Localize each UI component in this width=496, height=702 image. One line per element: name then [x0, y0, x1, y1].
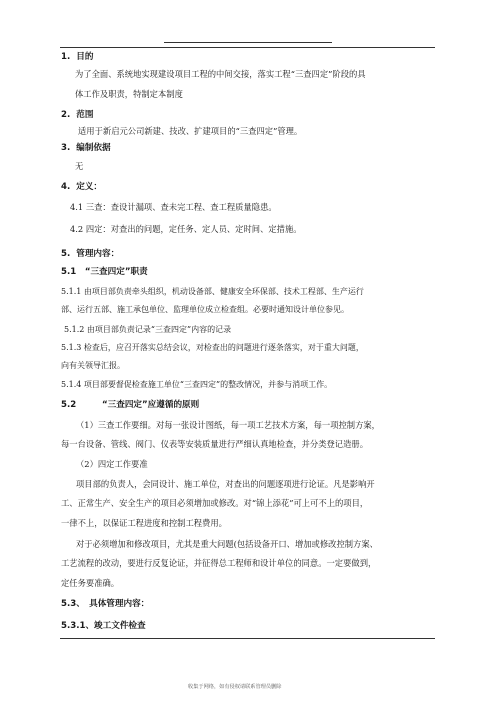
section-2-heading — [61, 111, 93, 120]
para-5-2-3-line-2: 工、正常生产、安全生产的项目必须增加或修改。对“锦上添花”可上可不上的项目， — [61, 498, 369, 508]
section-2-line: 适用于新启元公司新建、技改、扩建项目的“三查四定”管理。 — [78, 126, 303, 136]
header-rule — [60, 47, 435, 48]
section-3-title: 编制依据 — [76, 143, 111, 153]
section-3-heading — [61, 144, 111, 153]
header-short-rule — [164, 42, 332, 43]
para-5-1-1-line-2: 部、运行五部、施工承包单位、监理单位成立检查组。必要时通知设计单位参见。 — [61, 305, 349, 314]
section-3-number: 3. — [61, 143, 71, 153]
section-3-line: 无 — [75, 161, 84, 171]
section-2-title: 范围 — [76, 110, 94, 120]
para-5-2-3-line-3: 一律不上，以保证工程进度和控制工程费用。 — [61, 518, 227, 528]
section-5-heading — [61, 250, 119, 259]
para-5-1-1-line-1: 5.1.1 由项目部负责牵头组织，机动设备部、健康安全环保部、技术工程部、生产运行 — [61, 287, 364, 296]
para-5-1-3-line-1: 5.1.3 检查后，应召开落实总结会议，对检查出的问题进行逐条落实，对于重大问题， — [61, 343, 364, 352]
para-5-1-3-line-2: 向有关领导汇报。 — [61, 361, 125, 370]
section-1-number: 1. — [61, 52, 71, 62]
para-5-1-4: 5.1.4 项目部要督促检查施工单位“三查四定”的整改情况，并参与消项工作。 — [61, 380, 333, 389]
footer-note: 收集于网络，如有侵权请联系管理员删除 — [188, 684, 282, 690]
footer-rule — [60, 638, 435, 639]
para-5-2-4-line-3: 定任务要准确。 — [61, 578, 120, 588]
section-1-line-2: 体工作及职责，特制定本制度 — [75, 89, 183, 99]
section-5-1-heading: 5.1 “三查四定”职责 — [61, 267, 148, 277]
section-4-title: 定义： — [76, 182, 103, 192]
definition-4-2: 4.2 四定：对查出的问题，定任务、定人员、定时间、定措施。 — [70, 224, 302, 234]
definition-4-1: 4.1 三查：查设计漏项、查未完工程、查工程质量隐患。 — [70, 202, 277, 212]
section-2-number: 2. — [61, 110, 71, 120]
section-1-line-1: 为了全面、系统地实现建设项目工程的中间交接，落实工程“三查四定”阶段的具 — [75, 69, 366, 79]
para-5-2-1-line-1: （1）三查工作要细。对每一张设计图纸，每一项工艺技术方案，每一项控制方案， — [76, 420, 380, 430]
para-5-2-2: （2）四定工作要准 — [76, 459, 148, 469]
para-5-2-3-line-1: 项目部的负责人，会同设计、施工单位，对查出的问题逐项进行论证。凡是影响开 — [76, 479, 375, 489]
section-5-title: 管理内容： — [76, 249, 120, 259]
section-4-number: 4. — [61, 182, 71, 192]
para-5-2-4-line-2: 工艺流程的改动，要进行反复论证，并征得总工程师和设计单位的同意。一定要做到， — [61, 558, 377, 568]
para-5-2-4-line-1: 对于必须增加和修改项目，尤其是重大问题(包括设备开口、增加或修改控制方案、 — [76, 539, 378, 549]
section-5-3-1-heading: 5.3.1、竣工文件检查 — [61, 621, 146, 631]
section-1-heading — [61, 53, 93, 62]
section-4-heading — [61, 183, 102, 192]
para-5-2-1-line-2: 每一台设备、管线、阀门、仪表等安装质量进行严细认真地检查，并分类登记造册。 — [61, 439, 368, 449]
section-5-3-heading: 5.3、 具体管理内容： — [61, 599, 150, 609]
section-5-number: 5. — [61, 249, 71, 259]
section-1-title: 目的 — [76, 52, 94, 62]
para-5-1-2: 5.1.2 由项目部负责记录“三查四定”内容的记录 — [64, 325, 232, 334]
section-5-2-heading: 5.2 “三查四定”应遵循的原则 — [61, 400, 200, 410]
